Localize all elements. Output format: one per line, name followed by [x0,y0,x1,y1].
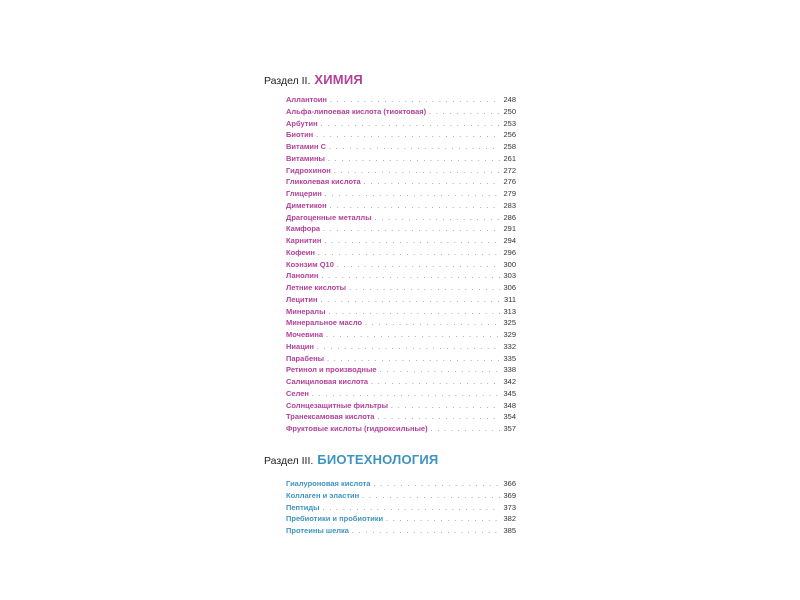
toc-entry[interactable] [286,165,516,177]
section-title: ХИМИЯ [314,72,363,87]
toc-entry-label: Пептиды [286,502,320,512]
section-prefix: Раздел III. [264,455,314,467]
section-prefix: Раздел II. [264,75,311,87]
toc-list [286,94,516,435]
dot-leader [337,260,501,272]
toc-entry-page: 272 [503,165,516,175]
dot-leader [323,224,500,236]
toc-entry[interactable] [286,106,516,118]
dot-leader [321,119,501,131]
toc-entry[interactable] [286,270,516,282]
toc-entry[interactable] [286,94,516,106]
toc-entry-page: 357 [503,424,516,433]
toc-entry-page: 382 [503,514,516,524]
toc-entry[interactable] [286,513,516,525]
toc-entry-label: Ниацин [286,341,314,351]
toc-entry-page: 335 [503,353,516,363]
dot-leader [328,154,501,166]
toc-entry-label: Диметикон [286,200,327,210]
dot-leader [431,424,501,436]
dot-leader [325,189,501,201]
toc-entry-label: Гликолевая кислота [286,177,361,187]
toc-entry-label: Селен [286,388,309,398]
dot-leader [362,491,500,503]
section-title: БИОТЕХНОЛОГИЯ [317,452,439,467]
toc-entry-label: Ретинол и производные [286,365,377,375]
toc-entry-label: Альфа-липоевая кислота (тиоктовая) [286,106,427,116]
toc-entry-label: Витамин С [286,142,327,151]
toc-entry-page: 373 [503,502,516,512]
dot-leader [316,130,500,142]
toc-entry-label: Минералы [286,306,326,316]
toc-entry-label: Витамины [286,153,325,163]
toc-entry-label: Гидрохинон [286,165,331,175]
toc-entry-page: 248 [503,95,516,104]
toc-entry-label: Парабены [286,353,325,363]
toc-entry-page: 303 [503,271,516,281]
dot-leader [429,107,500,119]
dot-leader [349,283,500,295]
dot-leader [364,177,501,189]
toc-entry-page: 306 [503,283,516,292]
dot-leader [373,479,500,491]
dot-leader [391,401,500,413]
toc-entry-page: 258 [503,142,516,151]
toc-entry-page: 276 [503,177,516,187]
toc-entry[interactable] [286,200,516,212]
toc-entry-page: 325 [503,318,516,328]
toc-entry-label: Лецитин [286,294,318,304]
toc-entry[interactable] [286,502,516,514]
toc-entry[interactable] [286,423,516,435]
toc-entry-page: 342 [503,377,516,386]
toc-entry[interactable] [286,353,516,365]
toc-list [286,478,516,537]
toc-entry[interactable] [286,247,516,259]
toc-entry[interactable] [286,259,516,271]
toc-entry[interactable] [286,411,516,423]
dot-leader [365,318,500,330]
toc-entry[interactable] [286,376,516,388]
toc-entry[interactable] [286,223,516,235]
toc-entry-page: 332 [503,341,516,351]
toc-entry-label: Мочевина [286,330,324,339]
toc-entry[interactable] [286,235,516,247]
toc-entry-page: 250 [503,106,516,116]
toc-entry-label: Салициловая кислота [286,377,369,386]
dot-leader [371,377,500,389]
toc-entry-page: 294 [503,236,516,245]
toc-entry-label: Аллантоин [286,95,327,104]
toc-entry-page: 311 [504,294,516,304]
toc-entry-page: 286 [503,212,516,222]
dot-leader [352,526,501,538]
toc-entry[interactable] [286,490,516,502]
toc-entry[interactable] [286,525,516,537]
toc-entry-label: Транексамовая кислота [286,412,375,422]
toc-entry[interactable] [286,176,516,188]
toc-entry-page: 253 [503,118,516,128]
toc-entry-page: 345 [503,388,516,398]
toc-entry-label: Минеральное масло [286,318,363,328]
section-heading [264,72,516,90]
toc-entry-label: Солнцезащитные фильтры [286,400,389,410]
toc-entry-page: 296 [503,247,516,257]
toc-entry[interactable] [286,478,516,490]
toc-entry-page: 313 [503,306,516,316]
toc-entry-label: Драгоценные металлы [286,212,372,222]
toc-entry[interactable] [286,364,516,376]
toc-entry[interactable] [286,341,516,353]
dot-leader [317,342,501,354]
toc-entry-page: 385 [503,526,516,535]
toc-entry[interactable] [286,329,516,341]
toc-entry[interactable] [286,306,516,318]
toc-entry-page: 291 [503,224,516,234]
toc-entry-page: 261 [503,153,516,163]
toc-entry[interactable] [286,129,516,141]
toc-entry-page: 283 [503,200,516,210]
dot-leader [320,295,501,307]
section-biotechnology [264,452,516,537]
dot-leader [329,142,500,154]
dot-leader [375,213,501,225]
toc-entry-page: 366 [503,479,516,488]
toc-entry-label: Арбутин [286,118,318,128]
toc-entry[interactable] [286,188,516,200]
toc-entry[interactable] [286,400,516,412]
toc-entry-page: 256 [503,130,516,140]
toc-entry-label: Протеины шелка [286,526,349,535]
dot-leader [380,365,501,377]
toc-entry-page: 338 [503,365,516,375]
toc-entry-label: Карнитин [286,236,322,245]
toc-entry[interactable] [286,153,516,165]
toc-entry-label: Летние кислоты [286,283,347,292]
toc-entry-label: Фруктовые кислоты (гидроксильные) [286,424,428,433]
toc-entry-label: Коэнзим Q10 [286,259,334,269]
toc-entry-page: 369 [503,490,516,500]
dot-leader [326,330,500,342]
dot-leader [321,271,500,283]
toc-entry-page: 354 [503,412,516,422]
toc-entry-label: Пребиотики и пробиотики [286,514,384,524]
toc-entry[interactable] [286,118,516,130]
section-heading [264,452,516,470]
toc-entry-label: Гиалуроновая кислота [286,479,371,488]
dot-leader [318,248,501,260]
toc-entry-label: Ланолин [286,271,319,281]
toc-entry-page: 300 [503,259,516,269]
toc-entry[interactable] [286,294,516,306]
toc-entry-label: Кофеин [286,247,315,257]
dot-leader [324,236,500,248]
toc-entry[interactable] [286,212,516,224]
section-chemistry [264,72,516,435]
toc-entry-label: Биотин [286,130,314,140]
toc-entry[interactable] [286,388,516,400]
toc-entry[interactable] [286,282,516,294]
toc-entry-page: 329 [503,330,516,339]
toc-entry-page: 348 [503,400,516,410]
toc-entry-label: Коллаген и эластин [286,490,360,500]
toc-entry[interactable] [286,317,516,329]
toc-entry-label: Камфора [286,224,321,234]
toc-entry-page: 279 [503,189,516,198]
dot-leader [386,514,500,526]
toc-entry-label: Глицерин [286,189,322,198]
toc-entry[interactable] [286,141,516,153]
